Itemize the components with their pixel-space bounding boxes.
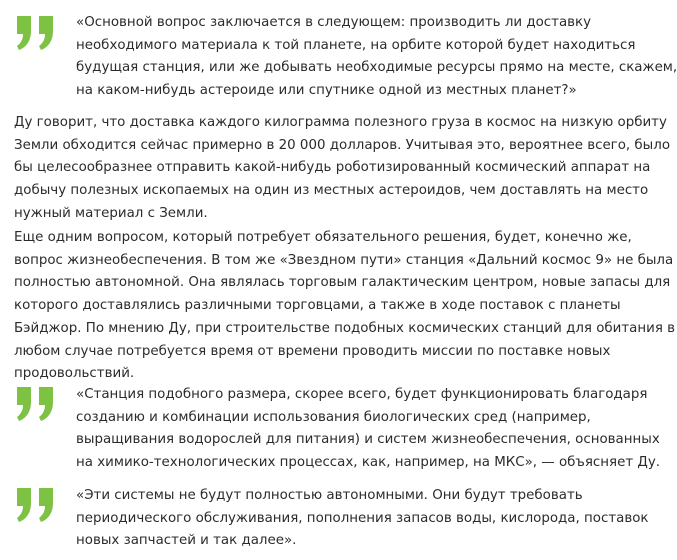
paragraph-line: нужный материал с Земли. — [14, 205, 208, 221]
quote-text — [76, 384, 661, 475]
quote-icon — [14, 387, 58, 421]
paragraph — [14, 112, 671, 226]
quote-line: созданию и комбинации использования биологических сред (например, — [76, 409, 591, 425]
paragraph-line: Земли обходится сейчас примерно в 20 000 долларов. Учитывая это, вероятнее всего, было — [14, 137, 671, 153]
quote-icon — [14, 488, 58, 522]
quote-line: «Эти системы не будут полностью автономными. Они будут требовать — [76, 488, 583, 503]
paragraph-line: добычу полезных ископаемых на один из местных астероидов, чем доставлять на место — [14, 183, 649, 199]
quote-line: новых запчастей и так далее». — [76, 533, 297, 549]
paragraph-line: которого доставлялись различными торговцами, а также в ходе поставок с планеты — [14, 298, 621, 314]
paragraph-line: Еще одним вопросом, который потребует обязательного решения, будет, конечно же, — [14, 230, 632, 245]
quote-line: выращивания водорослей для питания) и систем жизнеобеспечения, основанных — [76, 432, 660, 448]
paragraph-line: Ду говорит, что доставка каждого килограмма полезного груза в космос на низкую орбиту — [14, 115, 667, 130]
paragraph-line: бы целесообразнее отправить какой-нибудь роботизированный космический аппарат на — [14, 160, 651, 176]
paragraph — [14, 227, 676, 386]
quote-line: периодического обслуживания, пополнения запасов воды, кислорода, поставок — [76, 510, 649, 526]
quote-line: «Станция подобного размера, скорее всего, будет функционировать благодаря — [76, 387, 648, 402]
paragraph-line: любом случае потребуется время от времени проводить миссии по поставке новых — [14, 343, 611, 359]
quote-line: на химико-технологических процессах, как, например, на МКС», — объясняет Ду. — [76, 455, 661, 471]
paragraph-line: полностью автономной. Она являлась торговым галактическим центром, новые запасы для — [14, 275, 671, 291]
quote-line: на каком-нибудь астероиде или спутнике одной из местных планет?» — [76, 83, 577, 99]
quote-text — [76, 12, 677, 103]
quote-icon — [14, 16, 58, 50]
quote-line: «Основной вопрос заключается в следующем: производить ли доставку — [76, 15, 592, 30]
quote-text — [76, 485, 649, 553]
paragraph-line: вопрос жизнеобеспечения. В том же «Звездном пути» станция «Дальний космос 9» не была — [14, 252, 674, 268]
paragraph-line: Бэйджор. По мнению Ду, при строительстве подобных космических станций для обитания в — [14, 320, 676, 336]
paragraph-line: продовольствий. — [14, 366, 135, 382]
quote-line: будущая станция, или же добывать необходимые ресурсы прямо на месте, скажем, — [76, 60, 677, 76]
quote-line: необходимого материала к той планете, на орбите которой будет находиться — [76, 37, 636, 53]
